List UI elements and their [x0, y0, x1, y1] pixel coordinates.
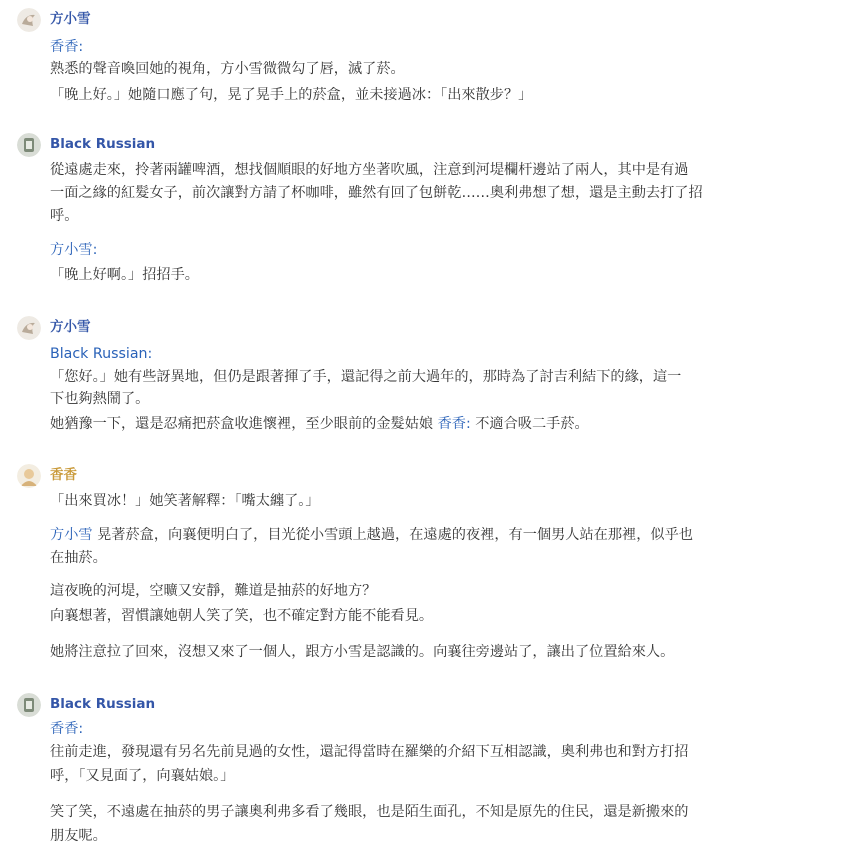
mention[interactable]: 香香:	[50, 721, 84, 737]
xiangxiang-avatar[interactable]	[17, 464, 41, 488]
message-5	[0, 685, 860, 856]
message-text-part: 晃著菸盒，向襄便明白了，目光從小雪頭上越過，在遠處的夜裡，有一個男人站在那裡，似乎也	[92, 527, 693, 543]
author-name[interactable]: 方小雪	[50, 11, 91, 27]
message-text: 「晚上好啊。」招招手。	[50, 267, 199, 283]
author-name[interactable]: Black Russian	[50, 696, 156, 712]
message-text: 呼，「又見面了，向襄姑娘。」	[50, 768, 235, 784]
author-name[interactable]: 香香	[50, 467, 77, 483]
message-text: 呼。	[50, 208, 79, 224]
author-name[interactable]: Black Russian	[50, 136, 156, 152]
black-russian-avatar[interactable]	[17, 133, 41, 157]
mention[interactable]: Black Russian:	[50, 346, 153, 362]
message-text-part: 不適合吸二手菸。	[470, 416, 589, 432]
black-russian-avatar[interactable]	[17, 693, 41, 717]
message-2	[0, 125, 860, 295]
message-text: 「晚上好。」她隨口應了句，晃了晃手上的菸盒，並未接過冰：「出來散步？」	[50, 87, 533, 103]
message-text: 往前走進，發現還有另名先前見過的女性，還記得當時在羅樂的介紹下互相認識，奧利弗也和對方打招	[50, 744, 689, 760]
message-text: 「您好。」她有些訝異地，但仍是跟著揮了手，還記得之前大過年的，那時為了討吉利結下的緣，這一	[50, 369, 682, 385]
message-3	[0, 308, 860, 448]
message-1	[0, 0, 860, 110]
author-name[interactable]: 方小雪	[50, 319, 91, 335]
message-text	[50, 524, 693, 546]
message-4	[0, 456, 860, 681]
mention[interactable]: 香香:	[437, 416, 471, 432]
message-text: 從遠處走來，拎著兩罐啤酒，想找個順眼的好地方坐著吹風，注意到河堤欄杆邊站了兩人，其中是有過	[50, 162, 689, 178]
message-text	[50, 413, 589, 435]
mention[interactable]: 方小雪:	[50, 242, 98, 258]
message-text: 「出來買冰！」她笑著解釋：「嘴太纏了。」	[50, 493, 320, 509]
message-text: 下也夠熱鬧了。	[50, 391, 150, 407]
message-text: 在抽菸。	[50, 550, 107, 566]
message-text: 一面之緣的紅髮女子，前次讓對方請了杯咖啡，雖然有回了包餅乾……奧利弗想了想，還是主動去打了招	[50, 185, 703, 201]
message-text: 朋友呢。	[50, 828, 107, 844]
message-text-part: 她猶豫一下，還是忍痛把菸盒收進懷裡，至少眼前的金髮姑娘	[50, 416, 438, 432]
xiaoxue-avatar[interactable]	[17, 316, 41, 340]
message-text: 這夜晚的河堤，空曠又安靜，難道是抽菸的好地方？	[50, 583, 377, 599]
mention[interactable]: 方小雪	[50, 527, 93, 543]
message-text: 熟悉的聲音喚回她的視角，方小雪微微勾了唇，滅了菸。	[50, 61, 405, 77]
message-text: 笑了笑，不遠處在抽菸的男子讓奧利弗多看了幾眼，也是陌生面孔，不知是原先的住民，還是新搬來的	[50, 804, 689, 820]
message-text: 向襄想著，習慣讓她朝人笑了笑，也不確定對方能不能看見。	[50, 608, 434, 624]
xiaoxue-avatar[interactable]	[17, 8, 41, 32]
mention[interactable]: 香香:	[50, 39, 84, 55]
message-text: 她將注意拉了回來，沒想又來了一個人，跟方小雪是認識的。向襄往旁邊站了，讓出了位置給來人。	[50, 644, 675, 660]
